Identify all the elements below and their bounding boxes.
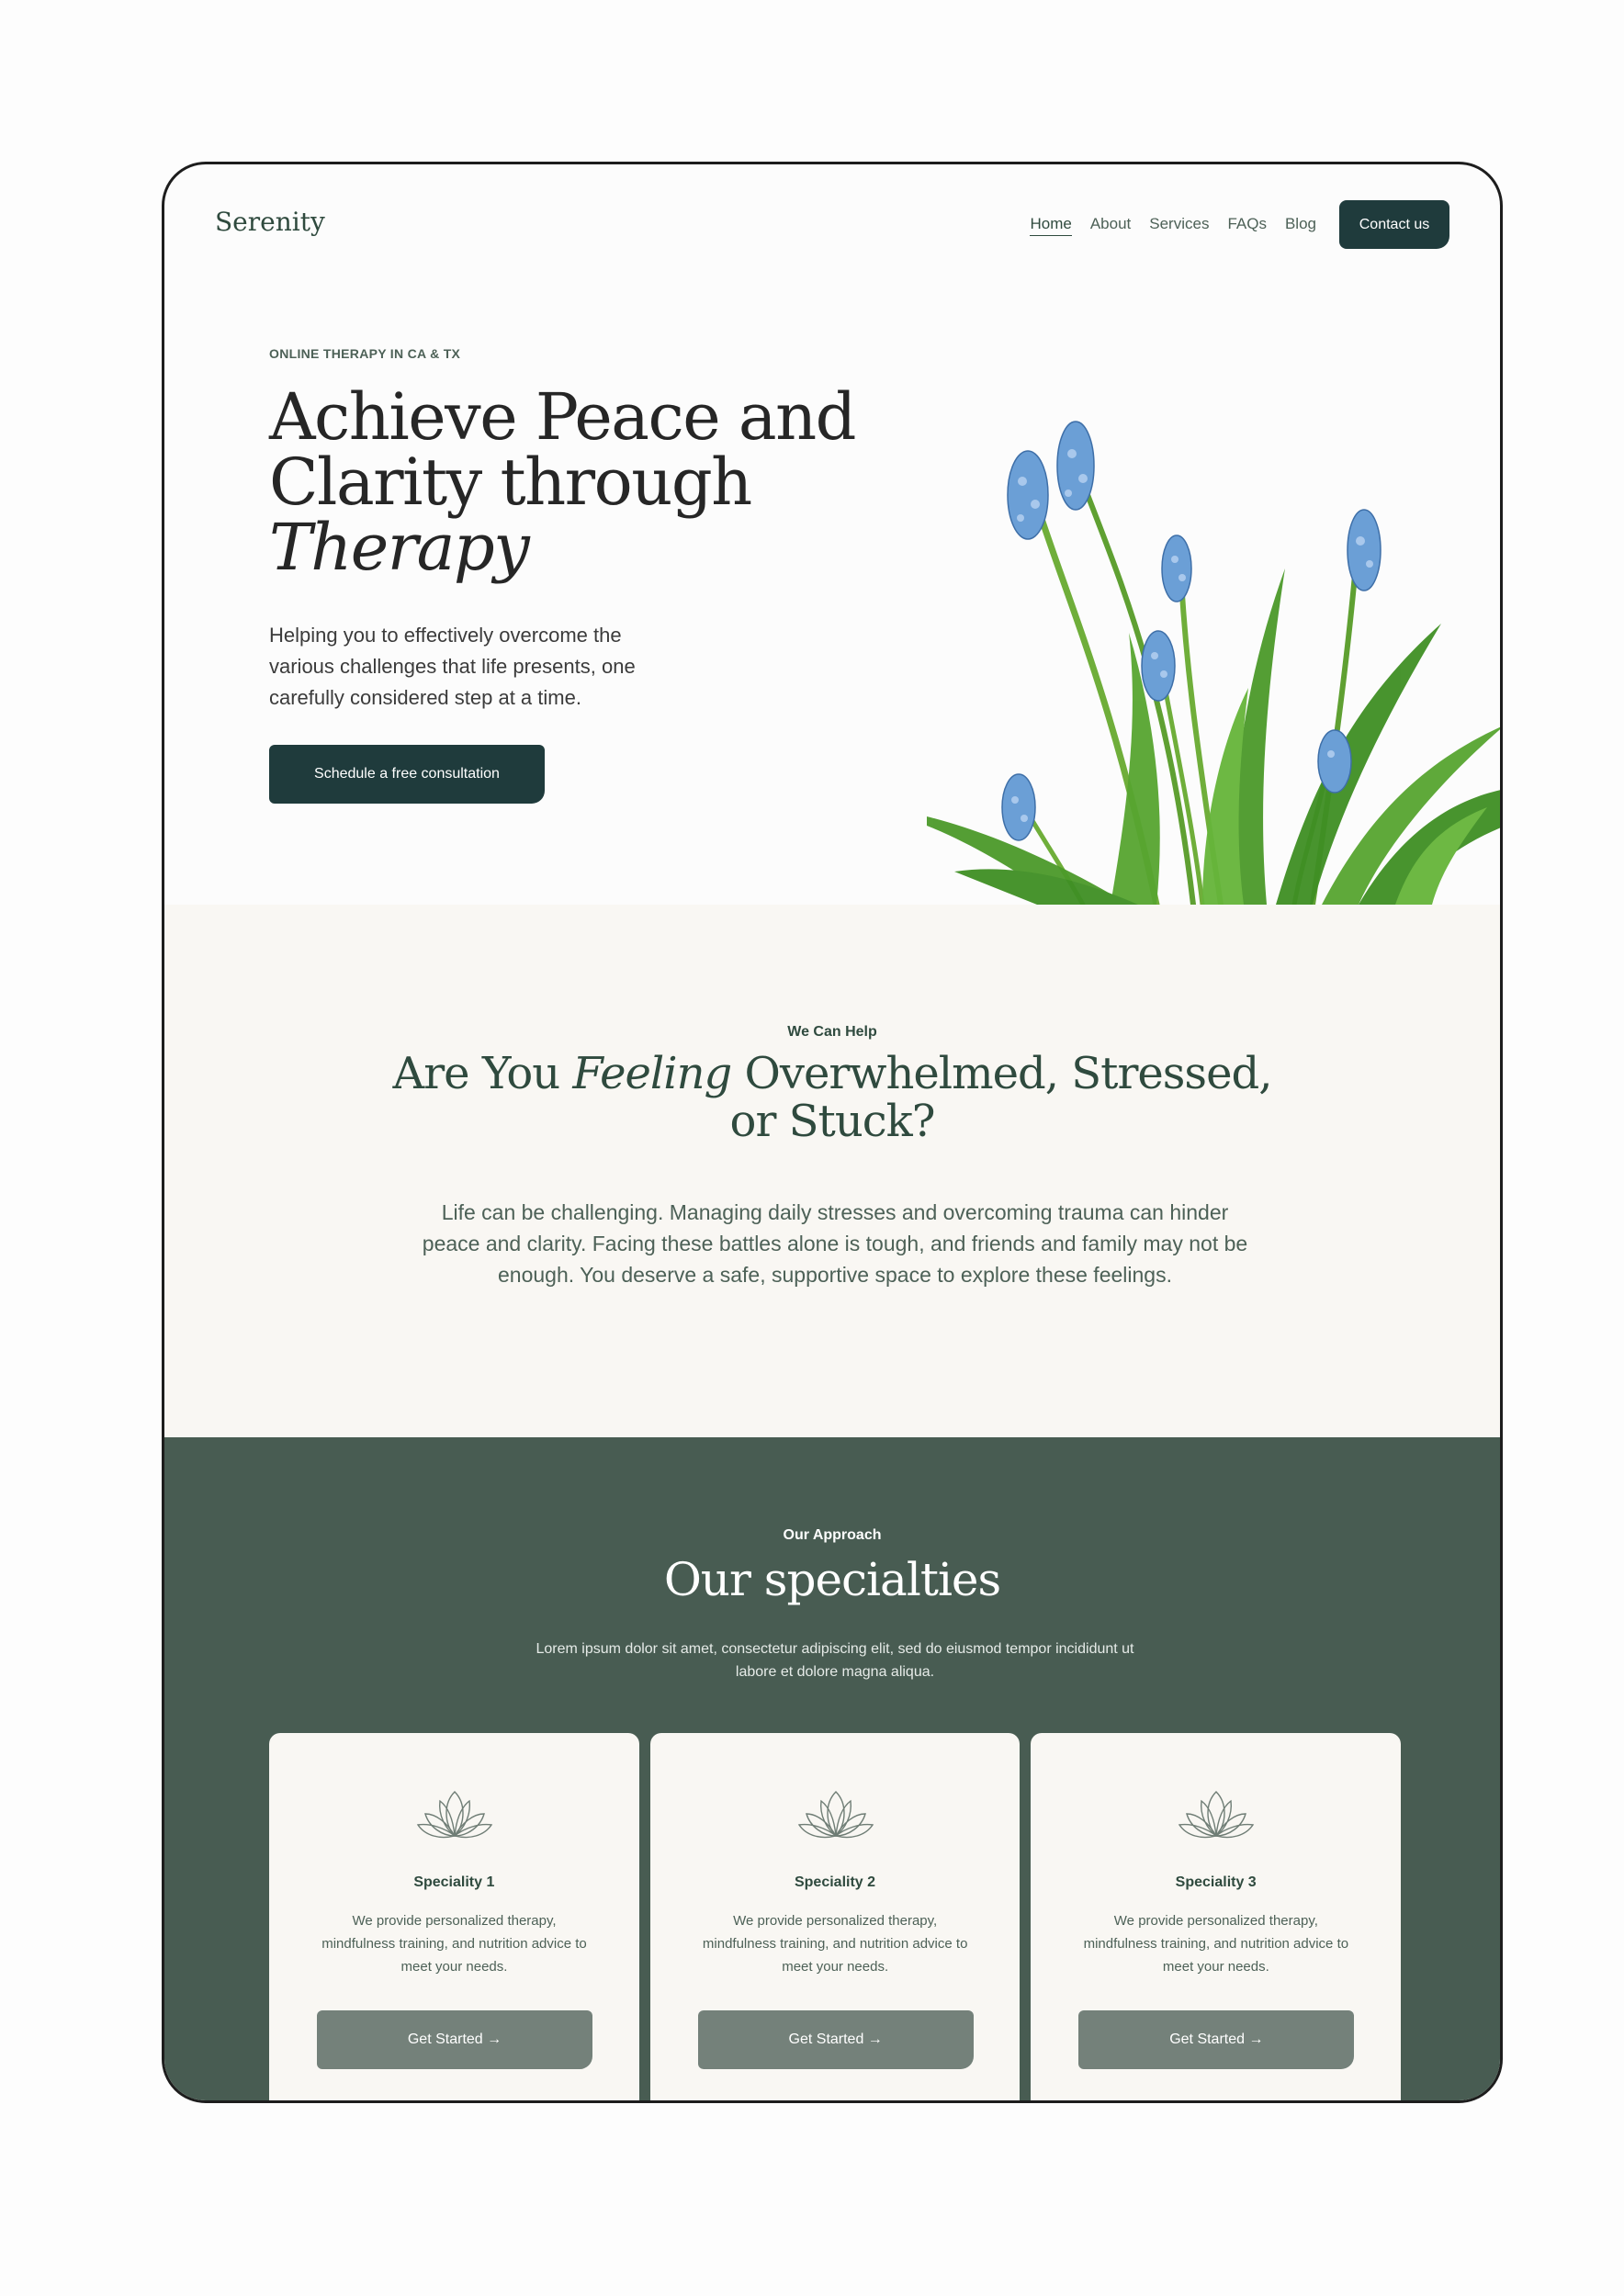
help-title bbox=[164, 1050, 1500, 1145]
specialty-text: We provide personalized therapy, mindfulness training, and nutrition advice to meet your needs. bbox=[702, 1913, 968, 1975]
hero-title-line-1: Achieve Peace and bbox=[269, 379, 855, 455]
get-started-button[interactable]: Get Started → bbox=[317, 2010, 592, 2069]
hero-description: Helping you to effectively overcome the various challenges that life presents, one carefully considered step at a time. bbox=[269, 624, 636, 709]
nav-link-blog[interactable]: Blog bbox=[1284, 215, 1316, 232]
specialty-text: We provide personalized therapy, mindfulness training, and nutrition advice to meet your needs. bbox=[321, 1913, 587, 1975]
specialty-title: Speciality 1 bbox=[413, 1874, 495, 1890]
specialties-eyebrow: Our Approach bbox=[783, 1527, 882, 1543]
help-title-italic: Feeling bbox=[572, 1048, 732, 1099]
specialty-card-1 bbox=[269, 1733, 639, 2103]
get-started-button[interactable]: Get Started → bbox=[698, 2010, 974, 2069]
nav-links bbox=[1030, 215, 1316, 236]
specialty-text: We provide personalized therapy, mindfulness training, and nutrition advice to meet your needs. bbox=[1083, 1913, 1349, 1975]
help-title-line-2: or Stuck? bbox=[729, 1096, 935, 1147]
specialty-card-2 bbox=[650, 1733, 1021, 2103]
specialties-section bbox=[164, 1437, 1500, 2103]
specialty-title: Speciality 2 bbox=[794, 1874, 876, 1890]
hero-title bbox=[269, 379, 912, 585]
help-body: Life can be challenging. Managing daily stresses and overcoming trauma can hinder peace and clarity. Facing these battles alone is tough, and friends and family may not be enough. You deserve a safe, supportive space to explore these feelings. bbox=[422, 1200, 1248, 1287]
specialties-title: Our specialties bbox=[663, 1553, 1001, 1606]
hero-title-line-3: Therapy bbox=[269, 510, 529, 585]
nav-link-faqs[interactable]: FAQs bbox=[1227, 215, 1267, 232]
specialty-card-3 bbox=[1031, 1733, 1401, 2103]
contact-button[interactable]: Contact us bbox=[1339, 200, 1449, 249]
logo[interactable]: Serenity bbox=[215, 207, 325, 237]
specialty-title: Speciality 3 bbox=[1175, 1874, 1257, 1890]
help-section bbox=[164, 905, 1500, 1437]
schedule-consultation-button[interactable]: Schedule a free consultation bbox=[269, 745, 545, 804]
nav-link-home[interactable]: Home bbox=[1030, 215, 1071, 236]
hero-title-line-2: Clarity through bbox=[269, 445, 751, 520]
tablet-frame bbox=[162, 162, 1503, 2103]
help-title-part-2: Overwhelmed, Stressed, bbox=[744, 1048, 1272, 1099]
help-title-part-1: Are You bbox=[392, 1048, 560, 1099]
hero-eyebrow: ONLINE THERAPY IN CA & TX bbox=[269, 346, 461, 361]
grape-hyacinth-image bbox=[927, 394, 1503, 905]
specialties-description: Lorem ipsum dolor sit amet, consectetur adipiscing elit, sed do eiusmod tempor incididunt ut labore et dolore magna aliqua. bbox=[536, 1641, 1134, 1680]
navbar bbox=[164, 164, 1500, 284]
help-eyebrow: We Can Help bbox=[787, 1024, 877, 1040]
nav-link-about[interactable]: About bbox=[1089, 215, 1132, 232]
specialty-cards bbox=[269, 1733, 1401, 2103]
hero-section bbox=[164, 284, 1500, 905]
get-started-button[interactable]: Get Started → bbox=[1078, 2010, 1354, 2069]
nav-link-services[interactable]: Services bbox=[1149, 215, 1210, 232]
lotus-icon bbox=[416, 1786, 493, 1841]
lotus-icon bbox=[1178, 1786, 1255, 1841]
lotus-icon bbox=[797, 1786, 874, 1841]
